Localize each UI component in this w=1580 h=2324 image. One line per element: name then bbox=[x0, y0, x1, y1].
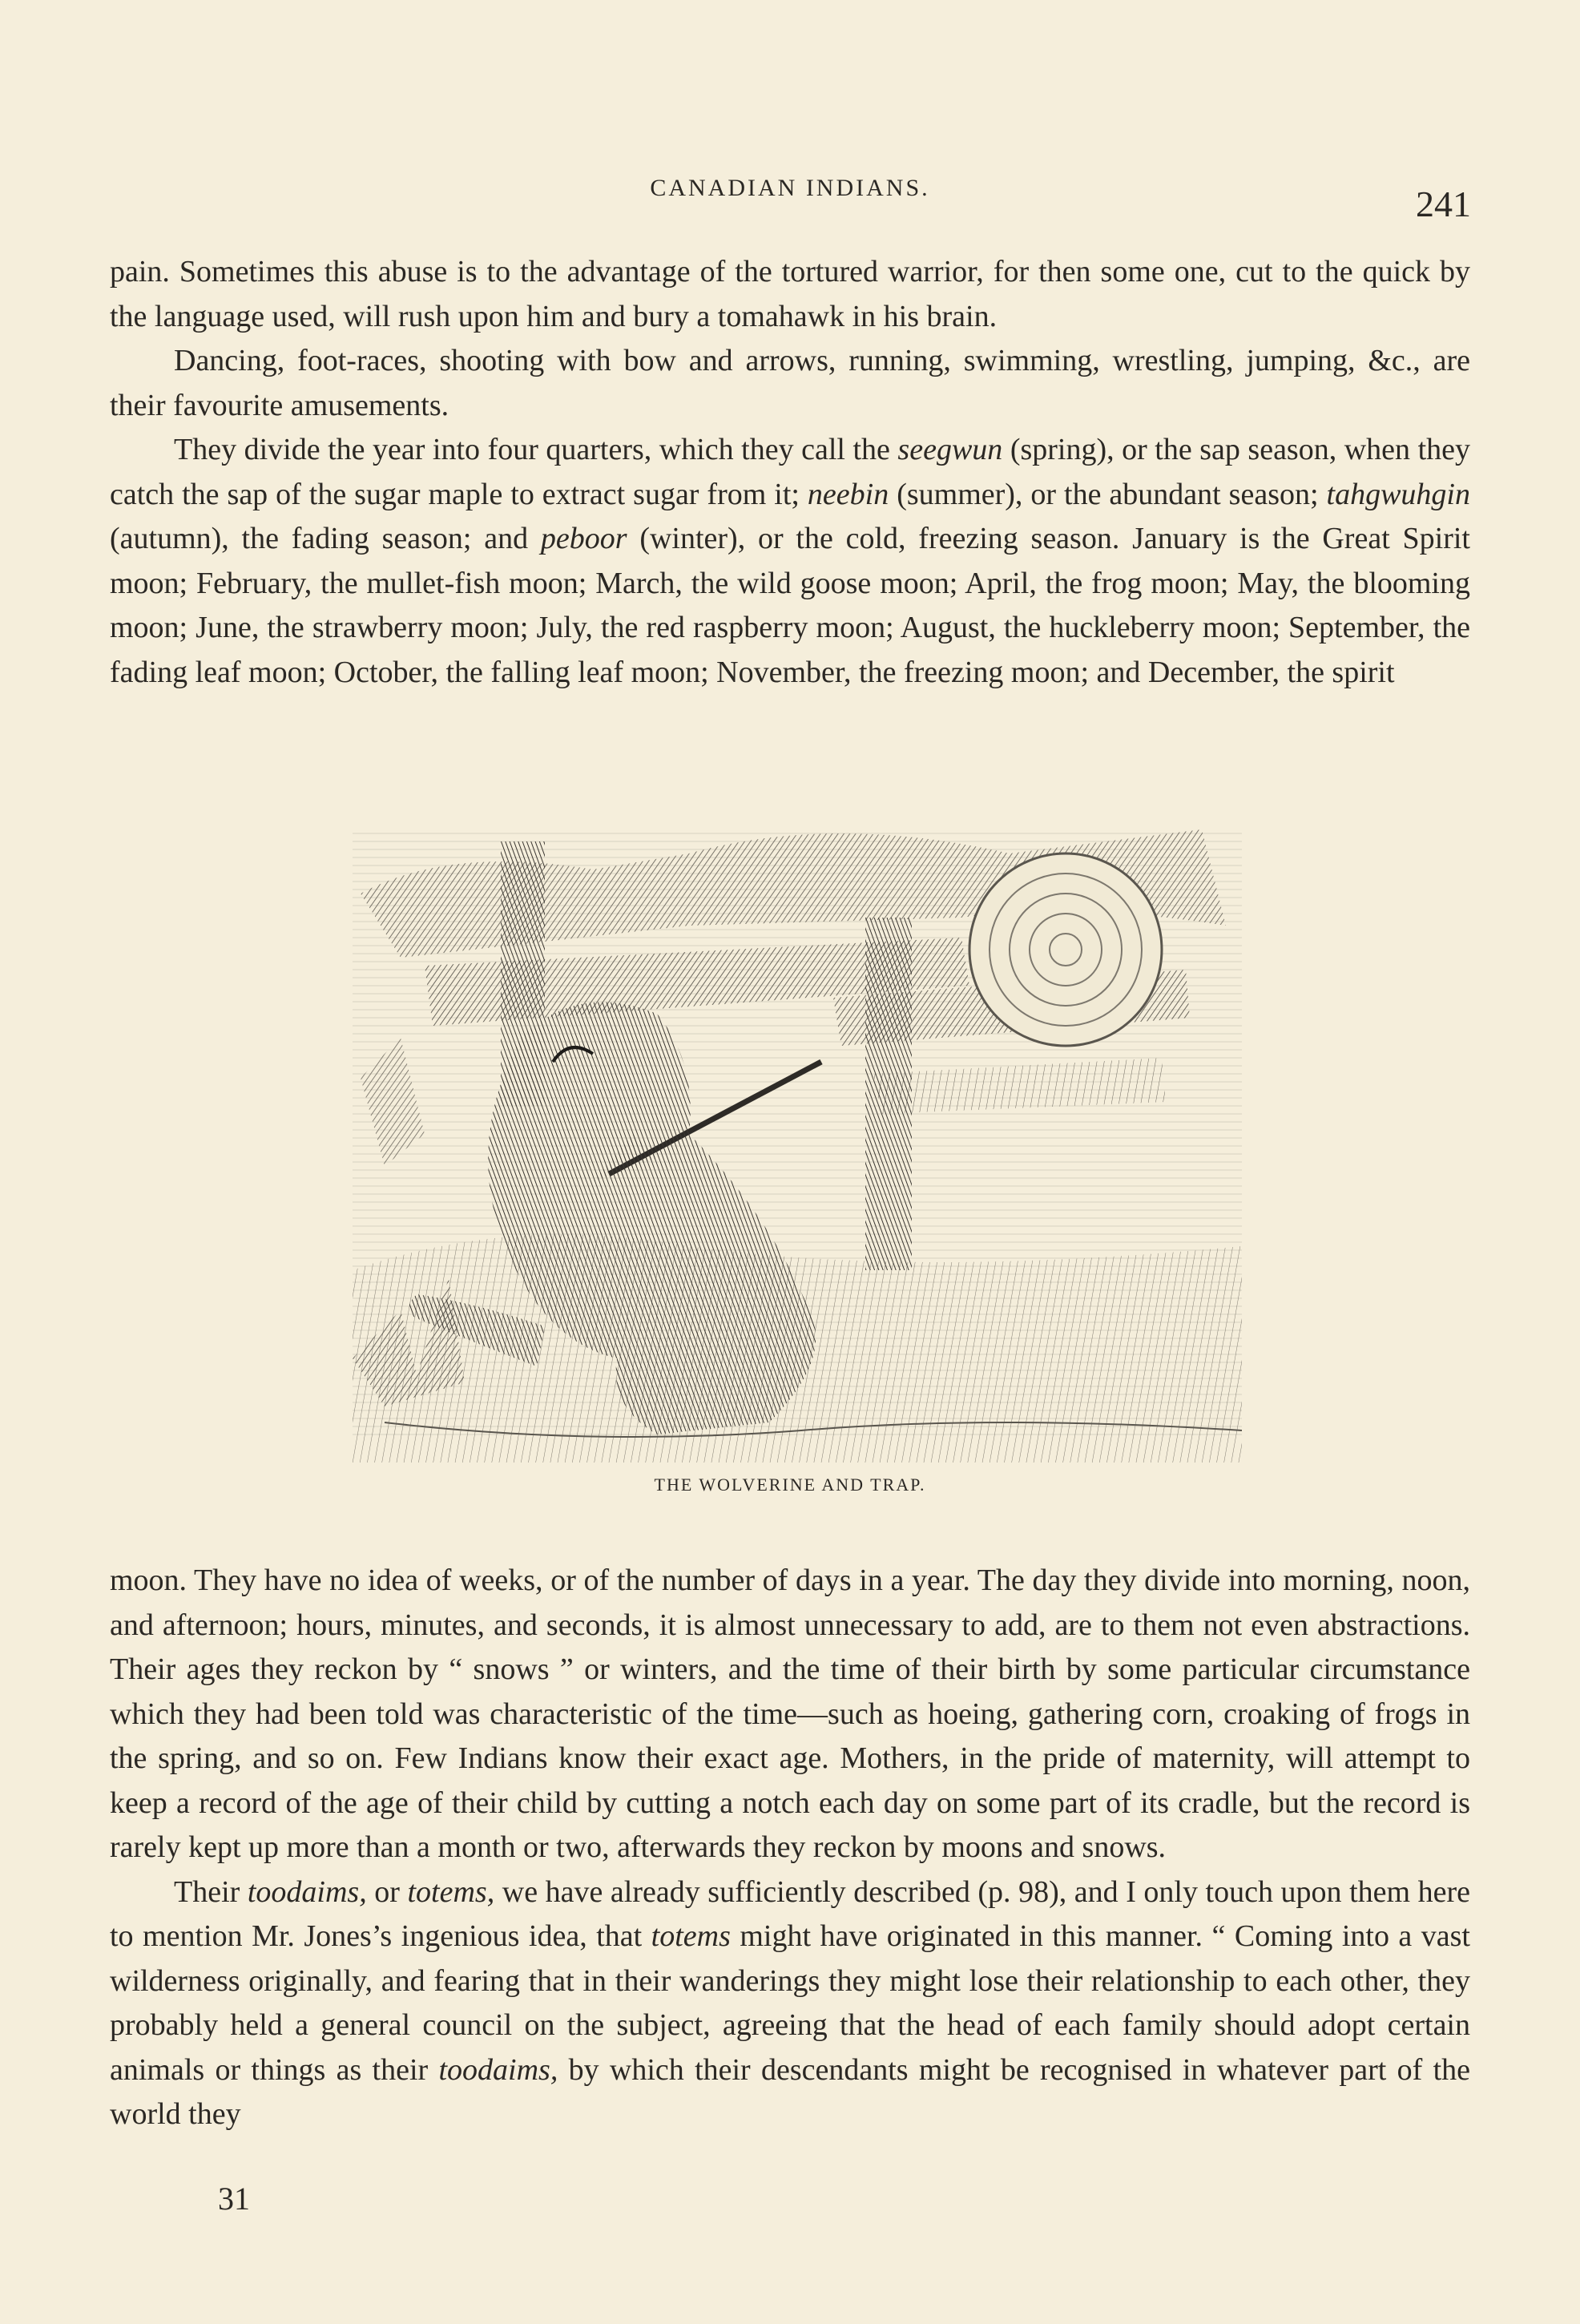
text-run: by which their descendants might be recognised in whatever part of the world they bbox=[110, 2052, 1470, 2131]
text-run: pain. Sometimes this abuse is to the advantage of the tortured warrior, for then some one, cut to the quick by the language used, will rush upon him and bury a tomahawk in his brain. bbox=[110, 255, 1470, 333]
paragraph bbox=[110, 428, 1470, 695]
text-run: moon. They have no idea of weeks, or of the number of days in a year. The day they divide into morning, noon, and afternoon; hours, minutes, and seconds, it is almost unnecessary to add, are to them not even abstractions. Their ages they reckon by “ snows ” or winters, and the time of their birth by some particular circumstance which they had been told was characteristic of the time—such as hoeing, gathering corn, croaking of frogs in the spring, and so on. Few Indians know their exact age. Mothers, in the pride of maternity, will attempt to keep a record of the age of their child by cutting a notch each day on some part of its cradle, but the record is rarely kept up more than a month or two, afterwards they reckon by moons and snows. bbox=[110, 1563, 1470, 1864]
italic-term: peboor bbox=[540, 522, 627, 555]
text-run: They divide the year into four quarters, which they call the bbox=[174, 433, 898, 466]
page-number: 241 bbox=[1416, 184, 1471, 224]
text-run: we have already sufficiently described (p. 98), and I only touch upon them here to mention Mr. Jones’s ingenious idea, that bbox=[110, 1874, 1471, 1953]
text-run: Dancing, foot-races, shooting with bow and arrows, running, swimming, wrestling, jumping, &c., are their favourite amusements. bbox=[110, 344, 1470, 422]
text-block-top bbox=[110, 250, 1470, 695]
italic-term: totems, bbox=[407, 1874, 495, 1909]
italic-term: tahgwuhgin bbox=[1326, 477, 1470, 511]
paragraph bbox=[110, 250, 1470, 339]
paragraph bbox=[110, 339, 1470, 428]
illustration-caption: THE WOLVERINE AND TRAP. bbox=[654, 1475, 926, 1495]
signature-mark: 31 bbox=[218, 2181, 250, 2217]
text-run: (spring), or the sap season, when they catch the sap of the sugar maple to extract sugar from it; bbox=[110, 433, 1470, 511]
text-run: might have originated in this manner. “ Coming into a vast wilderness originally, and fearing that in their wanderings they might lose their relationship to each other, they probably held a general council on the subject, agreeing that the head of each family should adopt certain animals or things as their bbox=[110, 1919, 1470, 2087]
paragraph bbox=[110, 1559, 1470, 1870]
running-head: CANADIAN INDIANS. bbox=[650, 175, 930, 201]
text-block-bottom bbox=[110, 1559, 1470, 2137]
text-run: or bbox=[366, 1874, 408, 1909]
paragraph bbox=[110, 1870, 1470, 2137]
text-run: (winter), or the cold, freezing season. January is the Great Spirit moon; February, the mullet-fish moon; March, the wild goose moon; April, the frog moon; May, the blooming moon; June, the strawberry moon; July, the red raspberry moon; August, the huckleberry moon; September, the fading leaf moon; October, the falling leaf moon; November, the freezing moon; and December, the spirit bbox=[110, 522, 1470, 689]
italic-term: seegwun bbox=[897, 433, 1003, 466]
italic-term: neebin bbox=[807, 477, 889, 511]
text-run: (autumn), the fading season; and bbox=[110, 522, 541, 555]
italic-term: toodaims, bbox=[438, 2052, 558, 2087]
italic-term: toodaims, bbox=[247, 1874, 367, 1909]
italic-term: totems bbox=[651, 1919, 731, 1953]
wolverine-and-trap-illustration bbox=[353, 797, 1242, 1463]
text-run: (summer), or the abundant season; bbox=[889, 477, 1327, 511]
text-run: Their bbox=[174, 1874, 248, 1909]
